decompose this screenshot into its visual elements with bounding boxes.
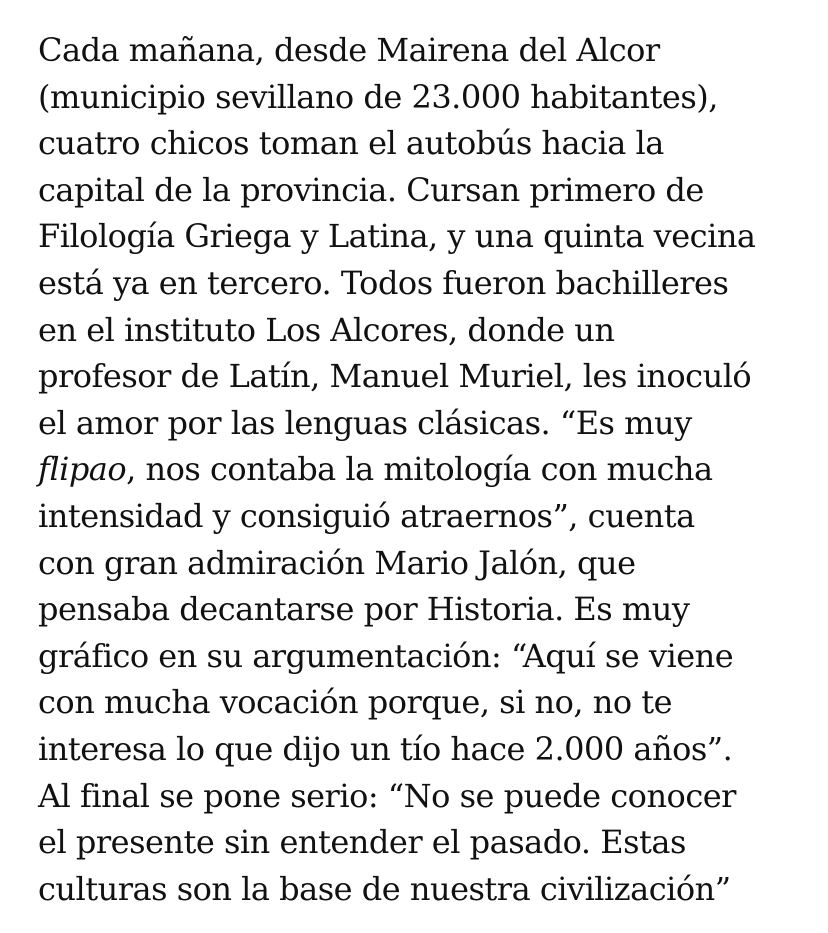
text-line: cuatro chicos toman el autobús hacia la: [38, 124, 664, 163]
text-line: el presente sin entender el pasado. Estas: [38, 823, 686, 862]
text-line: Filología Griega y Latina, y una quinta vecina: [38, 217, 756, 256]
text-line: está ya en tercero. Todos fueron bachilleres: [38, 263, 729, 302]
text-line: pensaba decantarse por Historia. Es muy: [38, 590, 690, 629]
text-line: en el instituto Los Alcores, donde un: [38, 310, 615, 349]
text-line: el amor por las lenguas clásicas. “Es muy: [38, 403, 692, 442]
text-line: capital de la provincia. Cursan primero de: [38, 170, 704, 209]
text-line-rest: , nos contaba la mitología con mucha: [126, 450, 713, 489]
text-line: intensidad y consiguió atraernos”, cuenta: [38, 496, 695, 535]
italic-word: flipao: [38, 450, 127, 489]
text-line: culturas son la base de nuestra civilización”: [38, 869, 731, 908]
text-line: Al final se pone serio: “No se puede conocer: [38, 776, 736, 815]
text-line: (municipio sevillano de 23.000 habitantes),: [38, 77, 718, 116]
text-line: Cada mañana, desde Mairena del Alcor: [38, 31, 660, 69]
text-line: con gran admiración Mario Jalón, que: [38, 543, 636, 582]
text-line: profesor de Latín, Manuel Muriel, les inoculó: [38, 357, 752, 396]
text-line: con mucha vocación porque, si no, no te: [38, 683, 673, 722]
article-paragraph: [38, 27, 818, 912]
text-line: gráfico en su argumentación: “Aquí se viene: [38, 636, 734, 675]
text-line: [38, 446, 818, 493]
text-line: interesa lo que dijo un tío hace 2.000 años”.: [38, 729, 733, 768]
